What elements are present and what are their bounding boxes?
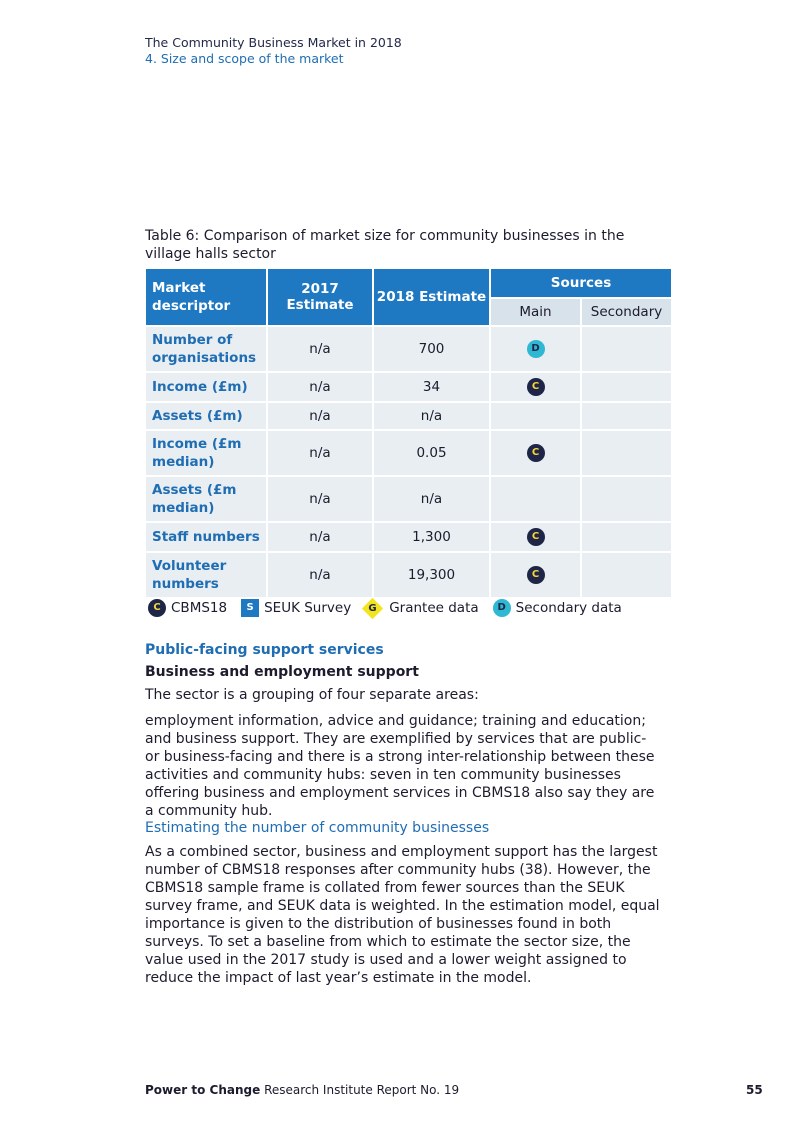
cbms18-icon: C — [527, 528, 545, 546]
page-number: 55 — [746, 1083, 763, 1097]
estimating-heading: Estimating the number of community businesses — [145, 820, 490, 836]
cell-2017: n/a — [267, 522, 373, 552]
cell-main-source — [490, 522, 581, 552]
cell-2017: n/a — [267, 372, 373, 402]
table-row — [145, 430, 672, 476]
paragraph-estimation: As a combined sector, business and employment support has the largest number of CBMS18 responses after community hubs (38). However, the CBMS18 sample frame is collated from fewer sources than the SEUK survey frame, and SEUK data is weighted. In the estimation model, equal importance is given to the distribution of businesses found in both surveys. To set a baseline from which to estimate the sector size, the value used in the 2017 study is used and a lower weight assigned to reduce the impact of last year’s estimate in the model. — [145, 844, 660, 986]
footer — [145, 1083, 459, 1097]
cbms18-icon: C — [148, 599, 166, 617]
cell-secondary-source — [581, 522, 672, 552]
cbms18-icon: C — [527, 444, 545, 462]
row-label: Assets (£m) — [145, 402, 267, 430]
row-label: Staff numbers — [145, 522, 267, 552]
legend-label: CBMS18 — [171, 600, 228, 616]
cell-2018: 0.05 — [373, 430, 490, 476]
header-2017-estimate: 2017 Estimate — [267, 268, 373, 326]
running-header-title: The Community Business Market in 2018 — [145, 35, 402, 50]
cell-secondary-source — [581, 402, 672, 430]
cell-main-source — [490, 476, 581, 522]
legend-item-grantee — [365, 600, 478, 616]
paragraph-areas: employment information, advice and guidance; training and education; and business support. They are exemplified by services that are public- or business-facing and there is a strong inter-relationship between these activities and community hubs: seven in ten community businesses offering business and employment services in CBMS18 also say they are a community hub. — [145, 713, 655, 819]
cell-2017: n/a — [267, 476, 373, 522]
table-row — [145, 402, 672, 430]
cell-2018: 19,300 — [373, 552, 490, 598]
row-label: Income (£m median) — [145, 430, 267, 476]
header-secondary: Secondary — [581, 298, 672, 326]
header-market-descriptor: Market descriptor — [145, 268, 267, 326]
secondary-data-icon: D — [493, 599, 511, 617]
cell-secondary-source — [581, 372, 672, 402]
cbms18-icon: C — [527, 378, 545, 396]
cell-2017: n/a — [267, 402, 373, 430]
cell-main-source — [490, 372, 581, 402]
grantee-data-icon: G — [362, 597, 383, 618]
footer-brand: Power to Change — [145, 1083, 261, 1097]
footer-report: Research Institute Report No. 19 — [264, 1083, 460, 1097]
cell-secondary-source — [581, 430, 672, 476]
cell-main-source — [490, 430, 581, 476]
row-label: Volunteer numbers — [145, 552, 267, 598]
cell-2018: 34 — [373, 372, 490, 402]
table-row — [145, 326, 672, 372]
cbms18-icon: C — [527, 566, 545, 584]
header-main: Main — [490, 298, 581, 326]
row-label: Number of organisations — [145, 326, 267, 372]
row-label: Assets (£m median) — [145, 476, 267, 522]
subsection-heading: Business and employment support — [145, 664, 419, 680]
cell-secondary-source — [581, 326, 672, 372]
cell-main-source — [490, 552, 581, 598]
legend-item-secondary — [493, 599, 622, 617]
source-legend — [148, 599, 636, 617]
legend-item-cbms18 — [148, 599, 227, 617]
cell-2018: 1,300 — [373, 522, 490, 552]
paragraph-intro: The sector is a grouping of four separate areas: — [145, 687, 479, 703]
table-row — [145, 372, 672, 402]
running-header-section: 4. Size and scope of the market — [145, 51, 344, 66]
legend-label: Secondary data — [515, 600, 622, 616]
cell-2017: n/a — [267, 552, 373, 598]
market-size-table — [144, 267, 673, 599]
cell-secondary-source — [581, 552, 672, 598]
table-row — [145, 552, 672, 598]
legend-label: Grantee data — [389, 600, 479, 616]
cell-main-source — [490, 402, 581, 430]
legend-item-seuk — [241, 599, 351, 617]
header-2018-estimate: 2018 Estimate — [373, 268, 490, 326]
table-row — [145, 476, 672, 522]
row-label: Income (£m) — [145, 372, 267, 402]
cell-2018: 700 — [373, 326, 490, 372]
header-sources: Sources — [490, 268, 672, 298]
seuk-survey-icon: S — [241, 599, 259, 617]
cell-2018: n/a — [373, 476, 490, 522]
section-heading: Public-facing support services — [145, 642, 384, 658]
cell-2017: n/a — [267, 430, 373, 476]
secondary-data-icon: D — [527, 340, 545, 358]
table-row — [145, 522, 672, 552]
legend-label: SEUK Survey — [264, 600, 352, 616]
cell-main-source — [490, 326, 581, 372]
table-caption: Table 6: Comparison of market size for community businesses in the village halls sector — [145, 228, 625, 262]
cell-2018: n/a — [373, 402, 490, 430]
cell-2017: n/a — [267, 326, 373, 372]
cell-secondary-source — [581, 476, 672, 522]
